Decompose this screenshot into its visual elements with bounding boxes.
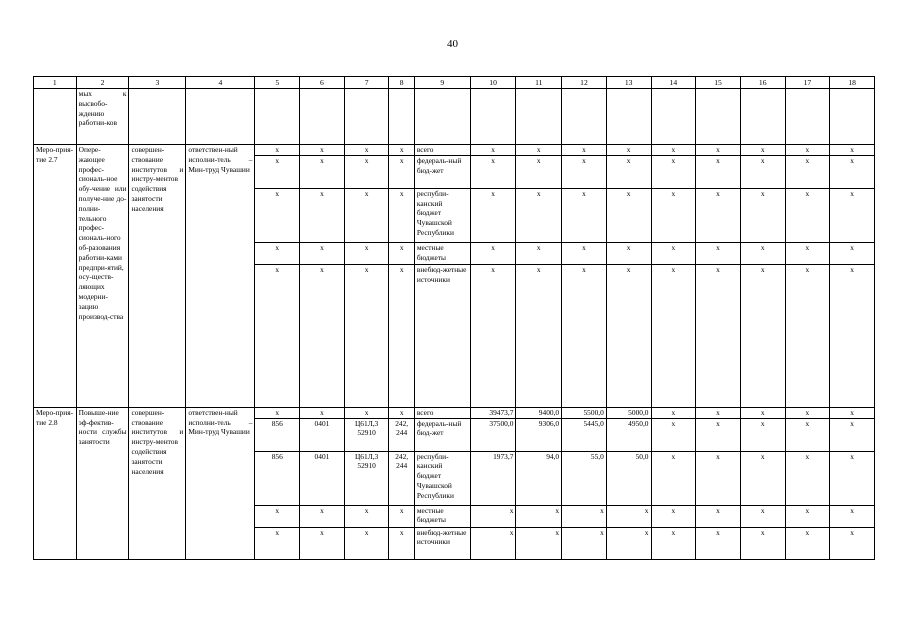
code-cell: 242, 244 (389, 418, 414, 451)
value-cell: x (785, 407, 830, 418)
value-cell: x (562, 155, 607, 188)
value-cell: 1973,7 (470, 451, 516, 505)
value-cell: x (651, 188, 696, 242)
value-cell: x (651, 145, 696, 156)
value-cell: x (516, 264, 562, 407)
table-cell (696, 89, 741, 145)
measure-description: Опере-жающее профес-сиональ-ное обу-чение или получе-ние до-полни-тельного профес-сиональ-ного об-разования работни-ками предпри-ятий, осу-ществ-ляющих модерни-зацию производ-ства (76, 145, 129, 408)
table-cell (344, 89, 389, 145)
value-cell: x (651, 527, 696, 559)
code-cell: x (255, 264, 300, 407)
value-cell: x (651, 505, 696, 527)
value-cell: x (651, 155, 696, 188)
value-cell: x (740, 451, 785, 505)
header-cell: 5 (255, 77, 300, 89)
value-cell: x (696, 418, 741, 451)
value-cell: x (740, 188, 785, 242)
value-cell: 55,0 (562, 451, 607, 505)
table-cell (785, 89, 830, 145)
value-cell: x (516, 242, 562, 264)
value-cell: x (516, 145, 562, 156)
value-cell: x (830, 155, 875, 188)
value-cell: x (785, 242, 830, 264)
header-cell: 1 (34, 77, 77, 89)
code-cell: x (389, 242, 414, 264)
table-cell (830, 89, 875, 145)
header-cell: 14 (651, 77, 696, 89)
value-cell: x (696, 155, 741, 188)
value-cell: x (562, 264, 607, 407)
code-cell: x (300, 505, 345, 527)
code-cell: x (344, 407, 389, 418)
code-cell: x (255, 407, 300, 418)
value-cell: x (470, 505, 516, 527)
measure-name: Меро-прия-тие 2.8 (34, 407, 77, 559)
value-cell: x (830, 188, 875, 242)
funding-source: местные бюджеты (414, 505, 470, 527)
header-cell: 11 (516, 77, 562, 89)
header-cell: 18 (830, 77, 875, 89)
continuation-text: мых к высвобо-ждению работни-ков (76, 89, 129, 145)
code-cell: x (300, 188, 345, 242)
table-cell (470, 89, 516, 145)
value-cell: x (785, 188, 830, 242)
table-cell (186, 89, 255, 145)
value-cell: x (470, 264, 516, 407)
value-cell: x (606, 155, 651, 188)
value-cell: x (696, 188, 741, 242)
code-cell: x (255, 188, 300, 242)
value-cell: x (696, 451, 741, 505)
code-cell: x (344, 145, 389, 156)
header-cell: 15 (696, 77, 741, 89)
code-cell: x (300, 242, 345, 264)
value-cell: x (651, 451, 696, 505)
value-cell: x (785, 155, 830, 188)
value-cell: x (785, 264, 830, 407)
value-cell: 5500,0 (562, 407, 607, 418)
value-cell: x (651, 242, 696, 264)
value-cell: x (830, 527, 875, 559)
value-cell: x (740, 264, 785, 407)
value-cell: x (740, 527, 785, 559)
value-cell: x (562, 188, 607, 242)
code-cell: 856 (255, 451, 300, 505)
code-cell: x (344, 188, 389, 242)
value-cell: x (470, 145, 516, 156)
table-cell (389, 89, 414, 145)
value-cell: 94,0 (516, 451, 562, 505)
value-cell: x (785, 505, 830, 527)
code-cell: x (300, 527, 345, 559)
funding-source: федераль-ный бюд-жет (414, 418, 470, 451)
table-cell (34, 89, 77, 145)
code-cell: x (389, 188, 414, 242)
funding-source: всего (414, 407, 470, 418)
value-cell: x (830, 407, 875, 418)
value-cell: 5000,0 (606, 407, 651, 418)
value-cell: x (606, 527, 651, 559)
value-cell: x (516, 505, 562, 527)
code-cell: x (389, 155, 414, 188)
code-cell: x (389, 505, 414, 527)
header-cell: 16 (740, 77, 785, 89)
value-cell: x (740, 242, 785, 264)
code-cell: 0401 (300, 418, 345, 451)
code-cell: x (300, 407, 345, 418)
funding-source: внебюд-жетные источники (414, 264, 470, 407)
value-cell: x (562, 145, 607, 156)
continuation-row (34, 89, 875, 145)
table-cell (255, 89, 300, 145)
value-cell: 50,0 (606, 451, 651, 505)
code-cell: x (300, 264, 345, 407)
value-cell: x (606, 505, 651, 527)
value-cell: x (830, 242, 875, 264)
value-cell: x (470, 188, 516, 242)
table-row (34, 407, 875, 418)
value-cell: x (516, 527, 562, 559)
code-cell: x (300, 155, 345, 188)
header-cell: 2 (76, 77, 129, 89)
code-cell: x (255, 242, 300, 264)
code-cell: x (300, 145, 345, 156)
table-cell (414, 89, 470, 145)
value-cell: x (696, 505, 741, 527)
value-cell: x (830, 145, 875, 156)
value-cell: x (785, 418, 830, 451)
code-cell: 0401 (300, 451, 345, 505)
table-cell (516, 89, 562, 145)
code-cell: Ц61Л,3 52910 (344, 418, 389, 451)
value-cell: x (696, 242, 741, 264)
value-cell: x (562, 527, 607, 559)
value-cell: x (516, 155, 562, 188)
measure-goal: совершен-ствование институтов и инстру-ментов содействия занятости населения (129, 407, 186, 559)
code-cell: x (344, 264, 389, 407)
page-number: 40 (447, 38, 458, 50)
value-cell: 37500,0 (470, 418, 516, 451)
header-cell: 12 (562, 77, 607, 89)
value-cell: 39473,7 (470, 407, 516, 418)
value-cell: x (470, 155, 516, 188)
value-cell: x (740, 407, 785, 418)
value-cell: x (740, 418, 785, 451)
code-cell: x (389, 264, 414, 407)
value-cell: 9306,0 (516, 418, 562, 451)
funding-source: федераль-ный бюд-жет (414, 155, 470, 188)
value-cell: x (830, 451, 875, 505)
value-cell: x (516, 188, 562, 242)
code-cell: x (344, 527, 389, 559)
budget-table (33, 76, 875, 560)
header-cell: 3 (129, 77, 186, 89)
value-cell: 9400,0 (516, 407, 562, 418)
code-cell: x (255, 145, 300, 156)
funding-source: внебюд-жетные источники (414, 527, 470, 559)
value-cell: x (562, 505, 607, 527)
value-cell: x (606, 242, 651, 264)
header-row (34, 77, 875, 89)
code-cell: 242, 244 (389, 451, 414, 505)
table-cell (129, 89, 186, 145)
header-cell: 10 (470, 77, 516, 89)
value-cell: x (696, 407, 741, 418)
code-cell: x (255, 527, 300, 559)
value-cell: x (651, 418, 696, 451)
value-cell: x (470, 242, 516, 264)
value-cell: x (606, 264, 651, 407)
value-cell: x (740, 155, 785, 188)
value-cell: x (696, 264, 741, 407)
header-cell: 7 (344, 77, 389, 89)
header-cell: 6 (300, 77, 345, 89)
value-cell: x (606, 188, 651, 242)
header-cell: 17 (785, 77, 830, 89)
code-cell: x (255, 155, 300, 188)
value-cell: 4950,0 (606, 418, 651, 451)
header-cell: 4 (186, 77, 255, 89)
table-cell (300, 89, 345, 145)
code-cell: x (344, 242, 389, 264)
measure-name: Меро-прия-тие 2.7 (34, 145, 77, 408)
measure-goal: совершен-ствование институтов и инстру-ментов содействия занятости населения (129, 145, 186, 408)
value-cell: x (651, 264, 696, 407)
table-cell (740, 89, 785, 145)
value-cell: x (696, 145, 741, 156)
code-cell: Ц61Л,3 52910 (344, 451, 389, 505)
code-cell: x (344, 505, 389, 527)
funding-source: местные бюджеты (414, 242, 470, 264)
value-cell: x (830, 418, 875, 451)
code-cell: 856 (255, 418, 300, 451)
table-cell (651, 89, 696, 145)
value-cell: x (830, 505, 875, 527)
code-cell: x (389, 407, 414, 418)
value-cell: x (785, 451, 830, 505)
header-cell: 9 (414, 77, 470, 89)
value-cell: x (740, 145, 785, 156)
value-cell: x (740, 505, 785, 527)
table-cell (606, 89, 651, 145)
code-cell: x (389, 145, 414, 156)
code-cell: x (389, 527, 414, 559)
table-cell (562, 89, 607, 145)
code-cell: x (344, 155, 389, 188)
value-cell: x (606, 145, 651, 156)
value-cell: x (785, 145, 830, 156)
code-cell: x (255, 505, 300, 527)
measure-executor: ответствен-ный исполни-тель – Мин-труд Чувашии (186, 407, 255, 559)
value-cell: x (470, 527, 516, 559)
value-cell: x (785, 527, 830, 559)
table-row (34, 145, 875, 156)
value-cell: x (696, 527, 741, 559)
value-cell: x (562, 242, 607, 264)
value-cell: x (651, 407, 696, 418)
funding-source: республи-канский бюджет Чувашской Республики (414, 188, 470, 242)
header-cell: 13 (606, 77, 651, 89)
funding-source: всего (414, 145, 470, 156)
funding-source: республи-канский бюджет Чувашской Республики (414, 451, 470, 505)
measure-executor: ответствен-ный исполни-тель – Мин-труд Чувашии (186, 145, 255, 408)
value-cell: 5445,0 (562, 418, 607, 451)
header-cell: 8 (389, 77, 414, 89)
value-cell: x (830, 264, 875, 407)
measure-description: Повыше-ние эф-фектив-ности службы занятости (76, 407, 129, 559)
